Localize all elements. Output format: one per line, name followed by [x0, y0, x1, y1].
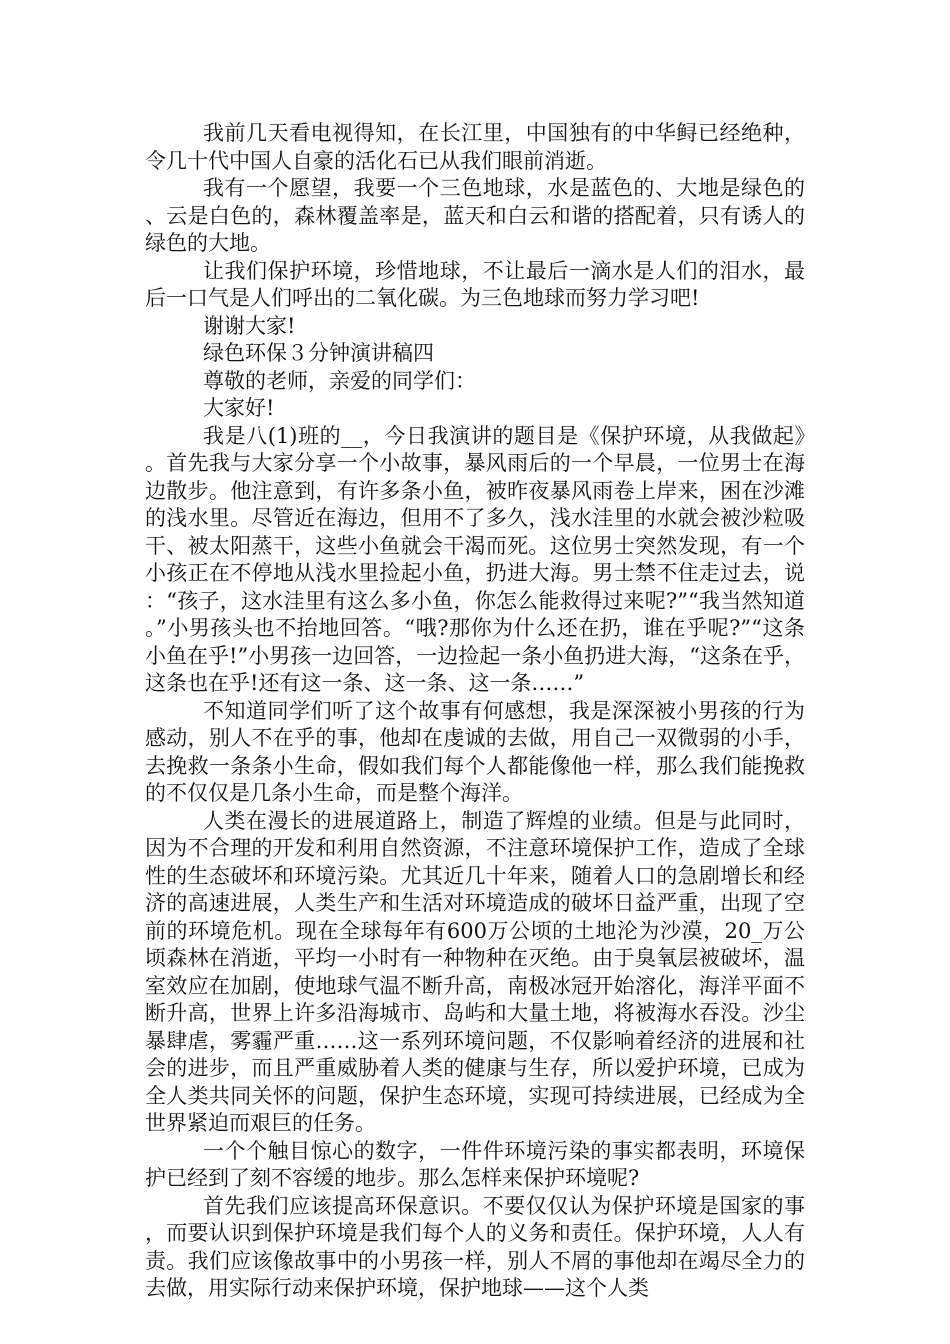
closing-line: 谢谢大家!: [203, 313, 296, 338]
paragraph: 首先我们应该提高环保意识。不要仅仅认为保护环境是国家的事，而要认识到保护环境是我们每个人的义务和责任。保护环境，人人有责。我们应该像故事中的小男孩一样，别人不屑的事他却在竭尽全力的去做，用实际行动来保护环境，保护地球——这个人类: [145, 1193, 805, 1300]
greeting: 大家好!: [203, 396, 275, 420]
document-page: [145, 120, 805, 1303]
paragraph: 一个个触目惊心的数字，一件件环境污染的事实都表明，环境保护已经到了刻不容缓的地步。那么怎样来保护环境呢?: [145, 1138, 805, 1190]
paragraph: 我有一个愿望，我要一个三色地球，水是蓝色的、大地是绿色的、云是白色的，森林覆盖率是，蓝天和白云和谐的搭配着，只有诱人的绿色的大地。: [145, 176, 805, 255]
paragraph: 不知道同学们听了这个故事有何感想，我是深深被小男孩的行为感动，别人不在乎的事，他却在虔诚的去做，用自己一双微弱的小手，去挽救一条条小生命，假如我们每个人都能像他一样，那么我们能挽救的不仅仅是几条小生命，而是整个海洋。: [145, 698, 805, 805]
paragraph: 人类在漫长的进展道路上，制造了辉煌的业绩。但是与此同时，因为不合理的开发和利用自然资源，不注意环境保护工作，造成了全球性的生态破坏和环境污染。尤其近几十年来，随着人口的急剧增长和经济的高速进展，人类生产和生活对环境造成的破坏日益严重，出现了空前的环境危机。现在全球每年有600万公顷的土地沦为沙漠，20_万公顷森林在消逝，平均一小时有一种物种在灭绝。由于臭氧层被破坏，温室效应在加剧，使地球气温不断升高，南极冰冠开始溶化，海洋平面不断升高，世界上许多沿海城市、岛屿和大量土地，将被海水吞没。沙尘暴肆虐，雾霾严重……这一系列环境问题，不仅影响着经济的进展和社会的进步，而且严重威胁着人类的健康与生存，所以爱护环境，已成为全人类共同关怀的问题，保护生态环境，实现可持续进展，已经成为全世界紧迫而艰巨的任务。: [145, 808, 805, 1135]
paragraph: 我前几天看电视得知，在长江里，中国独有的中华鲟已经绝种，令几十代中国人自豪的活化石已从我们眼前消逝。: [145, 121, 805, 173]
paragraph: 让我们保护环境，珍惜地球，不让最后一滴水是人们的泪水，最后一口气是人们呼出的二氧化碳。为三色地球而努力学习吧!: [145, 258, 805, 310]
salutation: 尊敬的老师，亲爱的同学们：: [203, 368, 476, 393]
section-title: 绿色环保３分钟演讲稿四: [203, 341, 434, 365]
paragraph: 我是八(1)班的__，今日我演讲的题目是《保护环境，从我做起》。首先我与大家分享一个小故事，暴风雨后的一个早晨，一位男士在海边散步。他注意到，有许多条小鱼，被昨夜暴风雨卷上岸来，困在沙滩的浅水里。尽管近在海边，但用不了多久，浅水洼里的水就会被沙粒吸干、被太阳蒸干，这些小鱼就会干渴而死。这位男士突然发现，有一个小孩正在不停地从浅水里捡起小鱼，扔进大海。男士禁不住走过去，说：“孩子，这水洼里有这么多小鱼，你怎么能救得过来呢?”“我当然知道。”小男孩头也不抬地回答。“哦?那你为什么还在扔，谁在乎呢?”“这条小鱼在乎!”小男孩一边回答，一边捡起一条小鱼扔进大海，“这条在乎，这条也在乎!还有这一条、这一条、这一条……”: [145, 423, 805, 695]
